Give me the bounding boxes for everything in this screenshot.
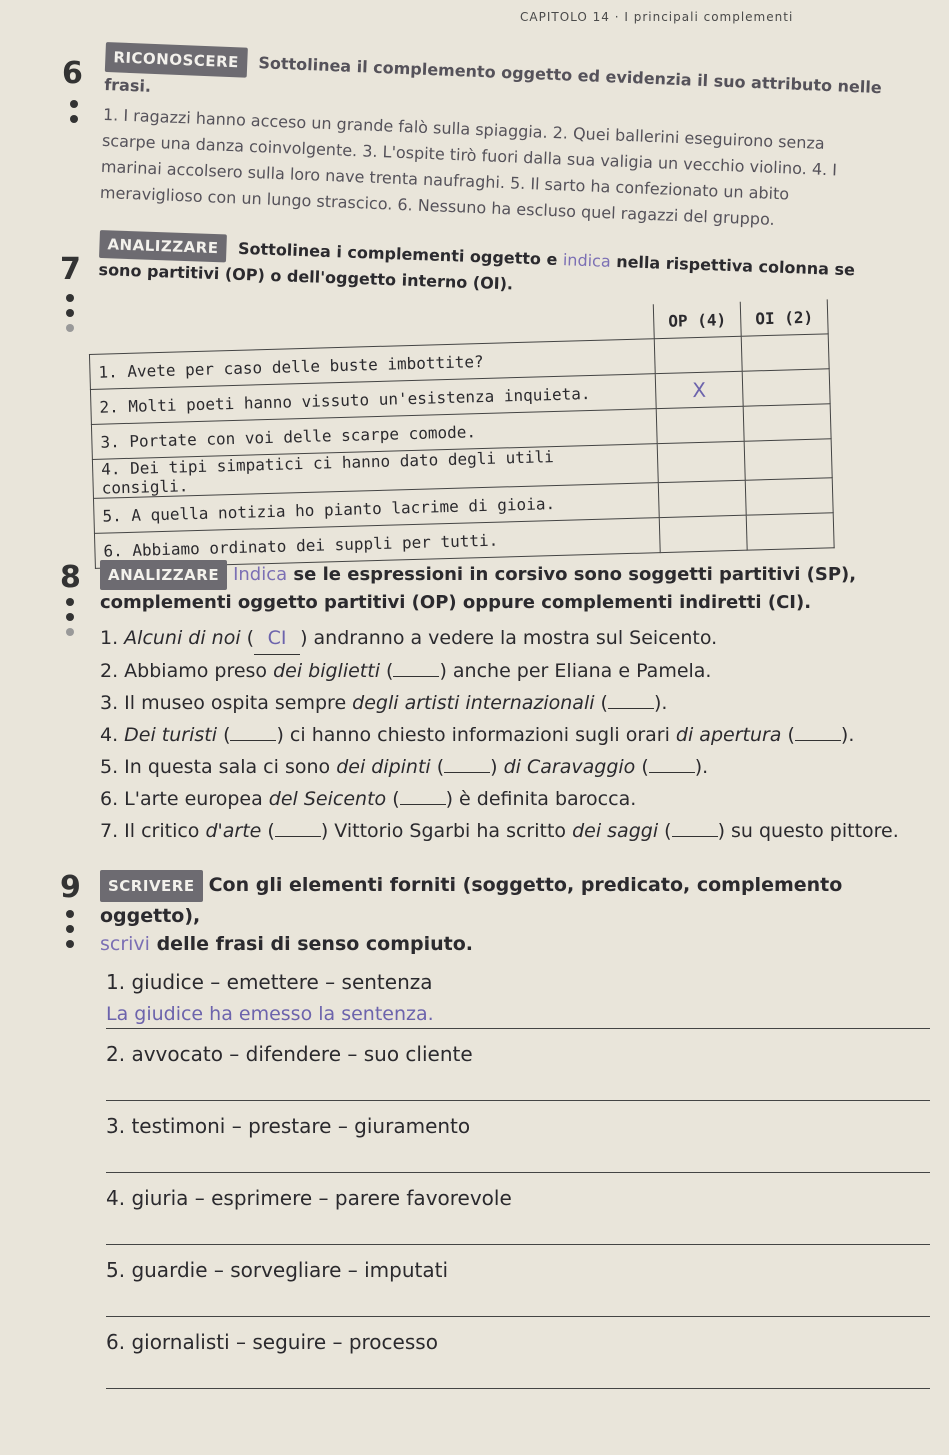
table-row: 2. Molti poeti hanno vissuto un'esistenza inquieta. X — [90, 369, 830, 425]
exercise-badge: SCRIVERE — [100, 870, 203, 902]
answer-blank[interactable] — [608, 708, 654, 709]
dot — [66, 324, 74, 332]
oi-cell[interactable] — [744, 439, 832, 480]
dot — [66, 613, 74, 621]
list-item: 2. Abbiamo preso dei biglietti ( ) anche per Eliana e Pamela. — [100, 660, 712, 682]
dot — [70, 100, 78, 108]
answer-line[interactable] — [106, 1142, 930, 1173]
table-row: 1. Avete per caso delle buste imbottite? — [89, 334, 829, 390]
difficulty-dots — [70, 100, 78, 130]
op-cell[interactable] — [659, 515, 747, 552]
exercise-6 — [0, 40, 949, 229]
answer-line[interactable] — [106, 1358, 930, 1389]
exercise-number: 9 — [60, 870, 81, 905]
list-item: 2. avvocato – difendere – suo cliente — [106, 1038, 930, 1110]
exercise-9-items — [100, 966, 930, 1398]
list-item: 6. giornalisti – seguire – processo — [106, 1326, 930, 1398]
exercise-number: 6 — [62, 56, 83, 91]
dot — [66, 294, 74, 302]
answer-blank[interactable] — [795, 740, 841, 741]
col-op: OP (4) — [653, 302, 741, 339]
exercise-7-body: ANALIZZARE Sottolinea i complementi oggetto e indica nella rispettiva colonna se sono partitivi (OP) o dell'oggetto interno (OI). — [98, 230, 859, 308]
exercise-6-body — [99, 42, 885, 237]
exercise-badge: RICONOSCERE — [105, 42, 248, 78]
exercise-instruction: Sottolinea il complemento oggetto ed evidenzia il suo attributo nelle frasi. — [103, 53, 883, 98]
op-oi-table — [88, 299, 835, 569]
list-item: 7. Il critico d'arte ( ) Vittorio Sgarbi ha scritto dei saggi ( ) su questo pittore. — [100, 820, 899, 842]
list-item: 1. Alcuni di noi ( CI ) andranno a vedere la mostra sul Seicento. — [100, 622, 920, 655]
op-cell[interactable]: X — [655, 371, 743, 408]
dot — [66, 925, 74, 933]
exercise-8 — [0, 558, 949, 858]
answer-line[interactable] — [106, 1070, 930, 1101]
answer-blank[interactable] — [230, 740, 276, 741]
dot — [70, 115, 78, 123]
exercise-text: 1. I ragazzi hanno acceso un grande falò sulla spiaggia. 2. Quei ballerini eseguirono senza scarpe una danza coinvolgente. 3. L'ospite tirò fuori dalla sua valigia un vecchio violino. 4. I marinai accolsero sulla loro nave trenta naufraghi. 5. Il sarto ha confezionato un abito meraviglioso con un lungo strascico. 6. Nessuno ha escluso quel ragazzi del gruppo. — [99, 104, 838, 229]
list-item: 4. giuria – esprimere – parere favorevole — [106, 1182, 930, 1254]
table-row: 3. Portate con voi delle scarpe comode. — [91, 404, 831, 460]
op-cell[interactable] — [654, 336, 742, 373]
list-item: 3. testimoni – prestare – giuramento — [106, 1110, 930, 1182]
answer-blank[interactable] — [393, 676, 439, 677]
op-cell[interactable] — [657, 441, 745, 482]
col-oi: OI (2) — [740, 299, 828, 336]
answer-line[interactable]: La giudice ha emesso la sentenza. — [106, 998, 930, 1029]
exercise-badge: ANALIZZARE — [99, 230, 227, 262]
table-row: 5. A quella notizia ho pianto lacrime di gioia. — [93, 478, 833, 534]
difficulty-dots — [66, 598, 74, 643]
oi-cell[interactable] — [746, 513, 834, 550]
dot — [66, 598, 74, 606]
list-item: 1. giudice – emettere – sentenza La giudice ha emesso la sentenza. — [106, 966, 930, 1038]
exercise-8-body: ANALIZZARE Indica se le espressioni in corsivo sono soggetti partitivi (SP), complementi oggetto partitivi (OP) oppure complementi indiretti (CI). 1. Alcuni di noi ( CI ) andranno a vedere la mostra sul Seicento. 2. Abbiamo preso dei biglietti ( ) anche per Eliana e Pamela. 3. Il museo ospita sempre degli artisti internazionali ( ). 4. Dei turisti ( ) ci hanno chiesto informazioni sugli orari di apertura ( ). 5. In questa sala ci sono dei dipinti ( ) di Caravaggio ( ). 6. L'arte europea del Seicento ( ) è definita barocca. 7. Il critico d'arte ( ) Vittorio Sgarbi ha scritto dei saggi ( ) su questo pittore. — [100, 560, 920, 847]
answer-blank[interactable] — [275, 836, 321, 837]
exercise-badge: ANALIZZARE — [100, 560, 227, 590]
list-item: 5. In questa sala ci sono dei dipinti ( ) di Caravaggio ( ). — [100, 756, 709, 778]
list-item: 4. Dei turisti ( ) ci hanno chiesto informazioni sugli orari di apertura ( ). — [100, 724, 855, 746]
op-cell[interactable] — [658, 480, 746, 517]
oi-cell[interactable] — [741, 334, 829, 371]
answer-line[interactable] — [106, 1286, 930, 1317]
difficulty-dots — [66, 294, 74, 339]
oi-cell[interactable] — [745, 478, 833, 515]
list-item: 3. Il museo ospita sempre degli artisti internazionali ( ). — [100, 692, 668, 714]
dot — [66, 309, 74, 317]
exercise-number: 7 — [60, 252, 81, 287]
table-row: 6. Abbiamo ordinato dei suppli per tutti. — [94, 513, 834, 569]
chapter-header: CAPITOLO 14 · I principali complementi — [520, 10, 794, 24]
answer-line[interactable] — [106, 1214, 930, 1245]
difficulty-dots — [66, 910, 74, 955]
oi-cell[interactable] — [743, 404, 831, 441]
dot — [66, 940, 74, 948]
exercise-number: 8 — [60, 560, 81, 595]
exercise-9-body: SCRIVERE Con gli elementi forniti (soggetto, predicato, complemento oggetto), scrivi delle frasi di senso compiuto. 1. giudice – emettere – sentenza La giudice ha emesso la sentenza. 2. avvocato – difendere – suo cliente 3. testimoni – prestare – giuramento 4. giuria – esprimere – parere favorevole 5. guardie – sorvegliare – imputati 6. giornalisti – seguire – processo — [100, 870, 930, 1398]
answer-blank[interactable]: CI — [254, 622, 300, 655]
answer-blank[interactable] — [649, 772, 695, 773]
exercise-8-items — [100, 622, 920, 847]
oi-cell[interactable] — [742, 369, 830, 406]
exercise-7 — [0, 222, 949, 562]
list-item: 6. L'arte europea del Seicento ( ) è definita barocca. — [100, 788, 637, 810]
answer-blank[interactable] — [444, 772, 490, 773]
list-item: 5. guardie – sorvegliare – imputati — [106, 1254, 930, 1326]
exercise-7-table-wrap — [88, 299, 835, 569]
answer-blank[interactable] — [400, 804, 446, 805]
exercise-9 — [0, 870, 949, 1430]
op-cell[interactable] — [656, 406, 744, 443]
table-row: 4. Dei tipi simpatici ci hanno dato degli utili consigli. — [92, 439, 832, 499]
dot — [66, 910, 74, 918]
answer-blank[interactable] — [672, 836, 718, 837]
dot — [66, 628, 74, 636]
